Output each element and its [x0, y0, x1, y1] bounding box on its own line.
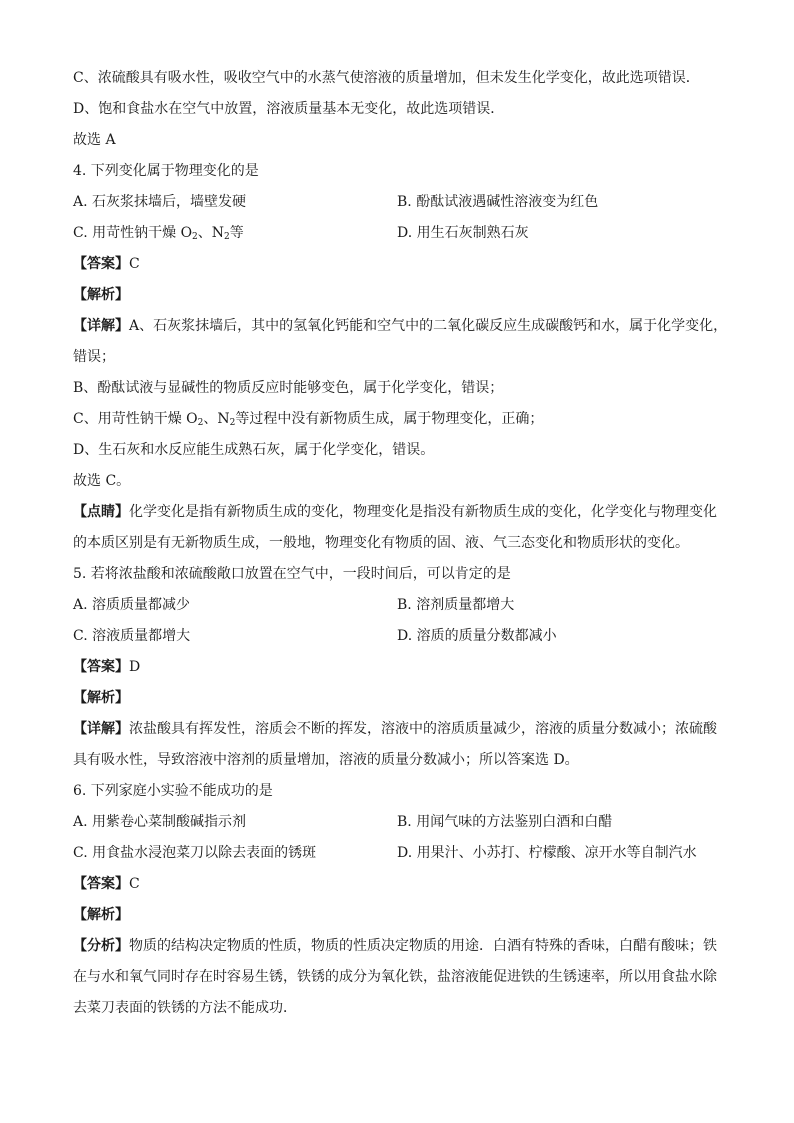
q4-options-row2 — [73, 223, 733, 243]
q4-points-line2: 的本质区别是有无新物质生成，一般地，物理变化有物质的固、液、气三态变化和物质形状的变化。 — [73, 535, 689, 551]
q5-answer — [73, 657, 733, 677]
answer-label: 【答案】 — [73, 876, 129, 892]
answer-label: 【答案】 — [73, 659, 129, 675]
q5-detail-line2: 具有吸水性，导致溶液中溶剂的质量增加，溶液的质量分数减小；所以答案选 D。 — [73, 752, 579, 768]
answer-value: D — [129, 659, 141, 675]
q5-option-b: B. 溶剂质量都增大 — [397, 597, 515, 613]
q6-stem: 6. 下列家庭小实验不能成功的是 — [73, 783, 273, 799]
answer-value: C — [129, 256, 140, 272]
q4-detail-d: D、生石灰和水反应能生成熟石灰，属于化学变化，错误。 — [73, 442, 435, 458]
q6-options-row1 — [73, 812, 733, 832]
q4-choose: 故选 C。 — [73, 473, 131, 489]
q4-detail-line2: 错误； — [73, 349, 115, 365]
q6-option-c: C. 用食盐水浸泡菜刀以除去表面的锈斑 — [73, 845, 317, 861]
q5-options-row1 — [73, 595, 733, 615]
q5-stem: 5. 若将浓盐酸和浓硫酸敞口放置在空气中，一段时间后，可以肯定的是 — [73, 566, 511, 582]
q4-detail-c: C、用苛性钠干燥 $O_2$、$N_2$等过程中没有新物质生成，属于物理变化，正确； — [73, 411, 544, 428]
q5-option-d: D. 溶质的质量分数都减小 — [397, 628, 557, 644]
q6-analysis-line3: 去菜刀表面的铁锈的方法不能成功． — [73, 1000, 297, 1016]
q5-detail-line1: 【详解】浓盐酸具有挥发性，溶质会不断的挥发，溶液中的溶质质量减少，溶液的质量分数减小；浓硫酸 — [73, 721, 717, 737]
q4-detail-line1: 【详解】A、石灰浆抹墙后，其中的氢氧化钙能和空气中的二氧化碳反应生成碳酸钙和水，属于化学变化， — [73, 318, 728, 334]
q6-analysis-line1: 【分析】物质的结构决定物质的性质，物质的性质决定物质的用途．白酒有特殊的香味，白醋有酸味；铁 — [73, 938, 717, 954]
q6-option-a: A. 用紫卷心菜制酸碱指示剂 — [73, 814, 247, 830]
answer-value: C — [129, 876, 140, 892]
q4-analysis-label: 【解析】 — [73, 287, 129, 303]
q4-option-d: D. 用生石灰制熟石灰 — [397, 225, 529, 241]
q5-option-c: C. 溶液质量都增大 — [73, 628, 191, 644]
q4-stem: 4. 下列变化属于物理变化的是 — [73, 163, 259, 179]
q5-options-row2 — [73, 626, 733, 646]
q6-option-b: B. 用闻气味的方法鉴别白酒和白醋 — [397, 814, 613, 830]
analysis-label: 【分析】 — [73, 938, 129, 954]
prev-explanation-c: C、浓硫酸具有吸水性，吸收空气中的水蒸气使溶液的质量增加，但未发生化学变化，故此选项错误． — [73, 70, 700, 86]
q5-option-a: A. 溶质质量都减少 — [73, 597, 191, 613]
answer-label: 【答案】 — [73, 256, 129, 272]
q6-answer — [73, 874, 733, 894]
detail-label: 【详解】 — [73, 318, 129, 334]
prev-choose: 故选 A — [73, 132, 116, 148]
q6-option-d: D. 用果汁、小苏打、柠檬酸、凉开水等自制汽水 — [397, 845, 697, 861]
q4-points-line1: 【点睛】化学变化是指有新物质生成的变化，物理变化是指没有新物质生成的变化，化学变化与物理变化 — [73, 504, 717, 520]
q6-options-row2 — [73, 843, 733, 863]
q4-options-row1 — [73, 192, 733, 212]
points-label: 【点睛】 — [73, 504, 129, 520]
q4-answer — [73, 254, 733, 274]
q5-analysis-label: 【解析】 — [73, 690, 129, 706]
q4-option-b: B. 酚酞试液遇碱性溶液变为红色 — [397, 194, 599, 210]
q6-analysis-line2: 在与水和氧气同时存在时容易生锈，铁锈的成分为氧化铁，盐溶液能促进铁的生锈速率，所以用食盐水除 — [73, 969, 717, 985]
q4-detail-b: B、酚酞试液与显碱性的物质反应时能够变色，属于化学变化，错误； — [73, 380, 504, 396]
q4-option-a: A. 石灰浆抹墙后，墙壁发硬 — [73, 194, 247, 210]
q4-option-c: C. 用苛性钠干燥 $O_2$、$N_2$等 — [73, 225, 244, 242]
detail-label: 【详解】 — [73, 721, 129, 737]
prev-explanation-d: D、饱和食盐水在空气中放置，溶液质量基本无变化，故此选项错误． — [73, 101, 505, 117]
q6-analysis-label: 【解析】 — [73, 907, 129, 923]
